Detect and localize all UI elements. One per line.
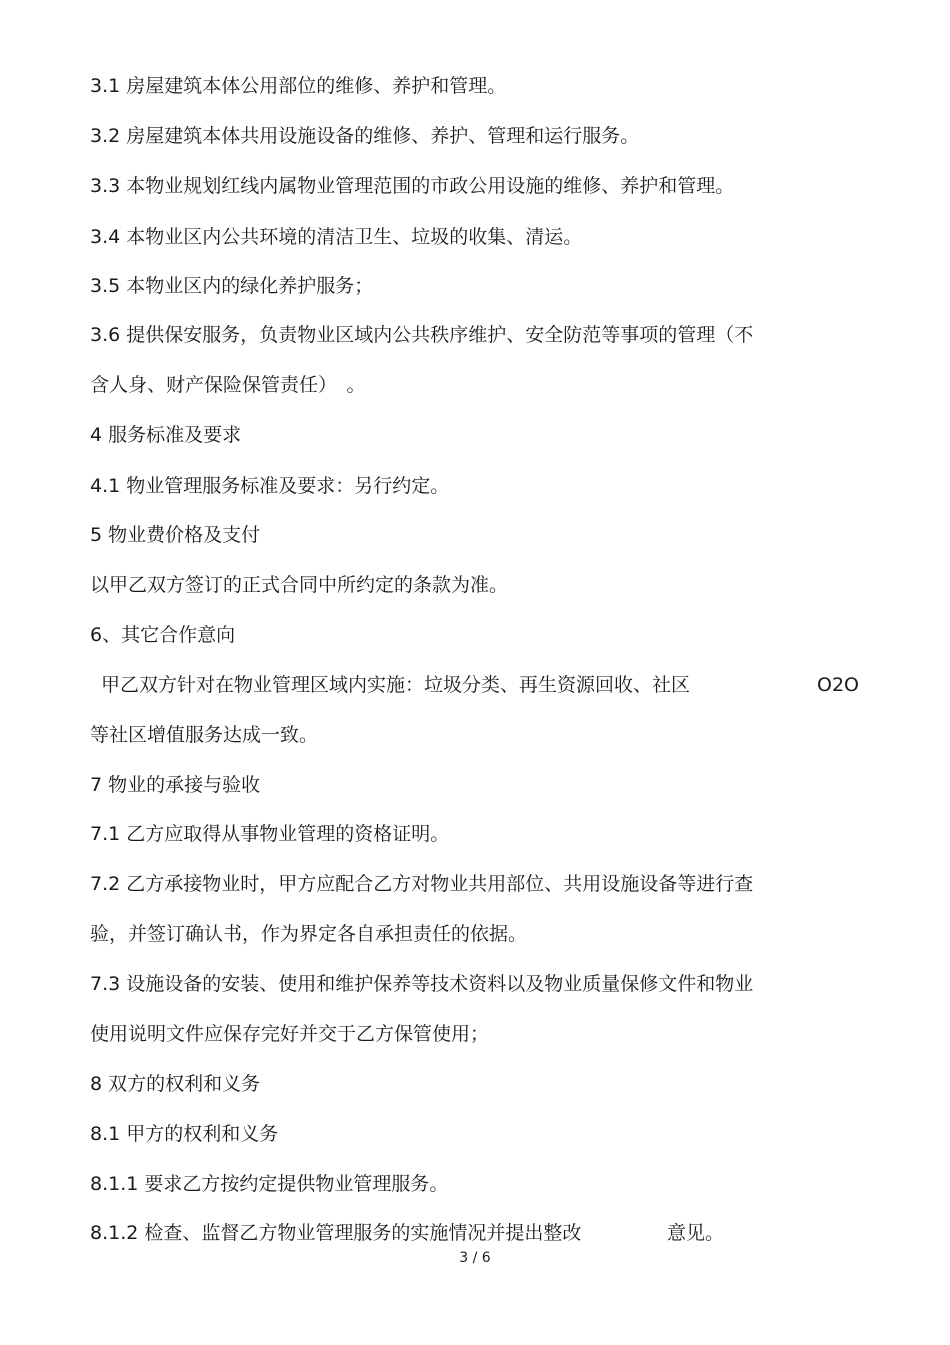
section-5-heading: 5 物业费价格及支付 (90, 524, 261, 546)
section-6-o2o: O2O (817, 674, 859, 696)
clause-7-2: 7.2 乙方承接物业时，甲方应配合乙方对物业共用部位、共用设施设备等进行查 (90, 873, 754, 895)
section-6-heading: 6、其它合作意向 (90, 624, 236, 646)
clause-8-1-1: 8.1.1 要求乙方按约定提供物业管理服务。 (90, 1173, 449, 1195)
clause-8-1-2-end: 意见。 (667, 1222, 725, 1244)
clause-7-2-cont: 验，并签订确认书，作为界定各自承担责任的依据。 (90, 923, 528, 945)
clause-7-3-cont: 使用说明文件应保存完好并交于乙方保管使用； (90, 1023, 490, 1045)
clause-7-1: 7.1 乙方应取得从事物业管理的资格证明。 (90, 823, 450, 845)
section-4-heading: 4 服务标准及要求 (90, 424, 242, 446)
section-6-text-cont: 等社区增值服务达成一致。 (90, 724, 319, 746)
clause-3-6-cont: 含人身、财产保险保管责任） 。 (90, 374, 366, 396)
clause-3-4: 3.4 本物业区内公共环境的清洁卫生、垃圾的收集、清运。 (90, 226, 583, 248)
page-number: 3 / 6 (459, 1250, 491, 1266)
clause-4-1: 4.1 物业管理服务标准及要求：另行约定。 (90, 475, 450, 497)
section-7-heading: 7 物业的承接与验收 (90, 774, 261, 796)
clause-3-5: 3.5 本物业区内的绿化养护服务； (90, 275, 374, 297)
clause-3-1: 3.1 房屋建筑本体公用部位的维修、养护和管理。 (90, 75, 507, 97)
section-5-text: 以甲乙双方签订的正式合同中所约定的条款为准。 (90, 574, 509, 596)
clause-8-1-2: 8.1.2 检查、监督乙方物业管理服务的实施情况并提出整改 (90, 1222, 582, 1244)
section-8-heading: 8 双方的权利和义务 (90, 1073, 261, 1095)
clause-3-3: 3.3 本物业规划红线内属物业管理范围的市政公用设施的维修、养护和管理。 (90, 175, 735, 197)
section-6-text: 甲乙双方针对在物业管理区域内实施：垃圾分类、再生资源回收、社区 (101, 674, 691, 696)
clause-8-1: 8.1 甲方的权利和义务 (90, 1123, 279, 1145)
clause-3-6: 3.6 提供保安服务，负责物业区域内公共秩序维护、安全防范等事项的管理（不 (90, 324, 754, 346)
clause-7-3: 7.3 设施设备的安装、使用和维护保养等技术资料以及物业质量保修文件和物业 (90, 973, 754, 995)
clause-3-2: 3.2 房屋建筑本体共用设施设备的维修、养护、管理和运行服务。 (90, 125, 640, 147)
